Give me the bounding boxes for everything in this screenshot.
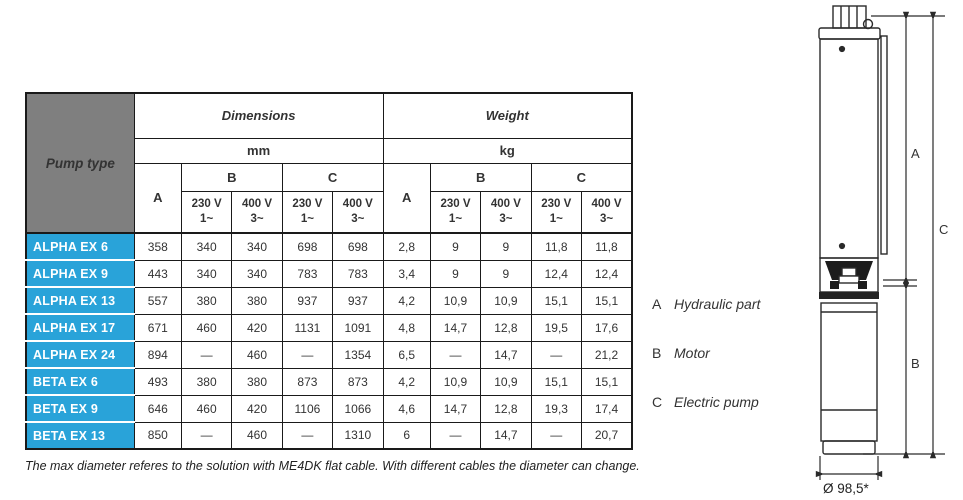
weight-value-cell: 14,7 <box>430 314 480 341</box>
volt-line2: 1~ <box>549 212 563 225</box>
dim-c-230v-header <box>282 191 332 233</box>
pump-drawing-svg <box>795 0 963 500</box>
weight-value-cell: 20,7 <box>582 422 633 449</box>
dimension-value-cell: 1354 <box>333 341 383 368</box>
dimension-value-cell: 358 <box>134 233 181 260</box>
weight-value-cell: 4,2 <box>383 368 430 395</box>
volt-line2: 3~ <box>599 212 614 225</box>
dimension-value-cell: 380 <box>232 368 282 395</box>
weight-value-cell: 3,4 <box>383 260 430 287</box>
dimensions-group-header: Dimensions <box>134 93 383 138</box>
pump-name-cell: ALPHA EX 9 <box>26 260 134 287</box>
volt-line2: 1~ <box>200 212 214 225</box>
dimension-value-cell: 380 <box>181 368 231 395</box>
weight-value-cell: — <box>430 422 480 449</box>
dim-b-400v-header <box>232 191 282 233</box>
cable-guard <box>881 36 887 254</box>
volt-line1: 400 V <box>241 197 273 210</box>
pump-table-body <box>26 233 632 449</box>
dimension-value-cell: — <box>181 422 231 449</box>
weight-value-cell: — <box>430 341 480 368</box>
pump-drawing <box>795 0 963 500</box>
pump-name-cell: BETA EX 9 <box>26 395 134 422</box>
weight-value-cell: 2,8 <box>383 233 430 260</box>
weight-value-cell: — <box>531 422 581 449</box>
weight-value-cell: 10,9 <box>481 368 531 395</box>
wt-col-c-header: C <box>531 163 632 191</box>
weight-value-cell: 9 <box>430 233 480 260</box>
dimension-value-cell: 420 <box>232 314 282 341</box>
dimension-value-cell: 1106 <box>282 395 332 422</box>
table-row <box>26 233 632 260</box>
legend-label-hydraulic: Hydraulic part <box>674 296 761 312</box>
dimension-value-cell: — <box>181 341 231 368</box>
pump-name-cell: ALPHA EX 17 <box>26 314 134 341</box>
dimension-value-cell: 340 <box>232 260 282 287</box>
motor-bottom-cap <box>823 441 875 454</box>
weight-value-cell: 11,8 <box>531 233 581 260</box>
volt-line1: 230 V <box>191 197 222 210</box>
dimension-value-cell: 443 <box>134 260 181 287</box>
motor-body <box>821 303 877 441</box>
weight-value-cell: 4,6 <box>383 395 430 422</box>
dimension-value-cell: 340 <box>232 233 282 260</box>
dimension-value-cell: 894 <box>134 341 181 368</box>
wt-col-a-header: A <box>383 163 430 233</box>
dimension-value-cell: 1066 <box>333 395 383 422</box>
legend-item-motor <box>652 345 787 361</box>
weight-value-cell: 11,8 <box>582 233 633 260</box>
dimension-value-cell: 460 <box>181 314 231 341</box>
hydraulic-body <box>820 39 878 258</box>
weight-value-cell: 4,8 <box>383 314 430 341</box>
dimension-value-cell: — <box>282 341 332 368</box>
legend-key-b: B <box>652 345 662 361</box>
weight-value-cell: 9 <box>481 233 531 260</box>
weight-value-cell: 12,4 <box>582 260 633 287</box>
dimension-value-cell: 460 <box>232 422 282 449</box>
suction-band <box>819 292 879 299</box>
dimension-value-cell: 671 <box>134 314 181 341</box>
dimension-value-cell: 420 <box>232 395 282 422</box>
dimension-value-cell: 937 <box>282 287 332 314</box>
weight-value-cell: 6 <box>383 422 430 449</box>
table-row <box>26 341 632 368</box>
weight-value-cell: 12,8 <box>481 395 531 422</box>
dim-label-a: A <box>911 146 920 161</box>
volt-line1: 400 V <box>591 197 622 210</box>
table-row <box>26 287 632 314</box>
weight-value-cell: 15,1 <box>531 287 581 314</box>
weight-value-cell: 17,6 <box>582 314 633 341</box>
weight-value-cell: 14,7 <box>430 395 480 422</box>
dimension-value-cell: 1310 <box>333 422 383 449</box>
pump-name-cell: ALPHA EX 24 <box>26 341 134 368</box>
dimension-value-cell: 460 <box>181 395 231 422</box>
legend-key-a: A <box>652 296 662 312</box>
volt-line1: 400 V <box>342 197 373 210</box>
weight-value-cell: 15,1 <box>531 368 581 395</box>
pump-name-cell: ALPHA EX 6 <box>26 233 134 260</box>
pump-name-cell: BETA EX 13 <box>26 422 134 449</box>
dimension-value-cell: 783 <box>282 260 332 287</box>
volt-line2: 3~ <box>351 212 365 225</box>
weight-value-cell: 19,5 <box>531 314 581 341</box>
weight-value-cell: 21,2 <box>582 341 633 368</box>
weight-value-cell: 4,2 <box>383 287 430 314</box>
wt-b-400v-header <box>481 191 531 233</box>
weight-value-cell: 10,9 <box>430 368 480 395</box>
legend-key-c: C <box>652 394 663 410</box>
volt-line2: 3~ <box>499 212 513 225</box>
dim-label-c: C <box>939 222 949 237</box>
volt-line2: 1~ <box>300 212 314 225</box>
pump-name-cell: ALPHA EX 13 <box>26 287 134 314</box>
legend <box>652 296 787 443</box>
weight-value-cell: 9 <box>481 260 531 287</box>
dimension-value-cell: 937 <box>333 287 383 314</box>
dimension-value-cell: 873 <box>333 368 383 395</box>
cable-ear <box>864 20 873 29</box>
dimension-value-cell: 850 <box>134 422 181 449</box>
legend-item-hydraulic <box>652 296 787 312</box>
weight-value-cell: 15,1 <box>582 287 633 314</box>
dimension-value-cell: 698 <box>282 233 332 260</box>
wt-c-400v-header <box>582 191 633 233</box>
legend-label-motor: Motor <box>674 345 710 361</box>
dimension-value-cell: 1091 <box>333 314 383 341</box>
weight-value-cell: 14,7 <box>481 422 531 449</box>
pump-spec-table <box>25 92 633 450</box>
dimension-value-cell: 783 <box>333 260 383 287</box>
dimension-value-cell: 460 <box>232 341 282 368</box>
weight-value-cell: 6,5 <box>383 341 430 368</box>
weight-value-cell: 12,8 <box>481 314 531 341</box>
weight-value-cell: 12,4 <box>531 260 581 287</box>
dimension-value-cell: — <box>282 422 332 449</box>
table-row <box>26 395 632 422</box>
legend-item-electric-pump <box>652 394 787 410</box>
unit-mm-header: mm <box>134 138 383 163</box>
dim-c-400v-header <box>333 191 383 233</box>
table-header <box>26 93 632 233</box>
weight-value-cell: 15,1 <box>582 368 633 395</box>
dim-b-230v-header <box>181 191 231 233</box>
table-row <box>26 368 632 395</box>
wt-col-b-header: B <box>430 163 531 191</box>
weight-value-cell: 10,9 <box>430 287 480 314</box>
dimension-value-cell: 380 <box>181 287 231 314</box>
volt-line2: 3~ <box>250 212 264 225</box>
dimension-value-cell: 646 <box>134 395 181 422</box>
diameter-label: Ø 98,5* <box>823 481 869 496</box>
dimension-value-cell: 557 <box>134 287 181 314</box>
volt-line1: 230 V <box>292 197 323 210</box>
weight-value-cell: — <box>531 341 581 368</box>
dim-col-a-header: A <box>134 163 181 233</box>
volt-line2: 1~ <box>448 212 463 225</box>
dimension-value-cell: 873 <box>282 368 332 395</box>
weight-value-cell: 10,9 <box>481 287 531 314</box>
wt-c-230v-header <box>531 191 581 233</box>
weight-value-cell: 19,3 <box>531 395 581 422</box>
wt-b-230v-header <box>430 191 480 233</box>
pump-name-cell: BETA EX 6 <box>26 368 134 395</box>
table-row <box>26 422 632 449</box>
unit-kg-header: kg <box>383 138 632 163</box>
weight-value-cell: 9 <box>430 260 480 287</box>
dimension-value-cell: 493 <box>134 368 181 395</box>
dim-col-c-header: C <box>282 163 383 191</box>
dim-label-b: B <box>911 356 920 371</box>
volt-line1: 230 V <box>440 197 471 210</box>
dimension-value-cell: 340 <box>181 260 231 287</box>
weight-value-cell: 14,7 <box>481 341 531 368</box>
dim-col-b-header: B <box>181 163 282 191</box>
table-row <box>26 314 632 341</box>
pump-type-header: Pump type <box>26 93 134 233</box>
dimension-value-cell: 1131 <box>282 314 332 341</box>
dimension-value-cell: 698 <box>333 233 383 260</box>
weight-group-header: Weight <box>383 93 632 138</box>
legend-label-electric-pump: Electric pump <box>674 394 759 410</box>
table-row <box>26 260 632 287</box>
pump-top-flange <box>819 28 880 39</box>
volt-line1: 400 V <box>490 197 521 210</box>
dimension-value-cell: 380 <box>232 287 282 314</box>
dimension-value-cell: 340 <box>181 233 231 260</box>
weight-value-cell: 17,4 <box>582 395 633 422</box>
footnote: The max diameter referes to the solution with ME4DK flat cable. With different cables the diameter can change. <box>25 459 640 473</box>
volt-line1: 230 V <box>541 197 572 210</box>
